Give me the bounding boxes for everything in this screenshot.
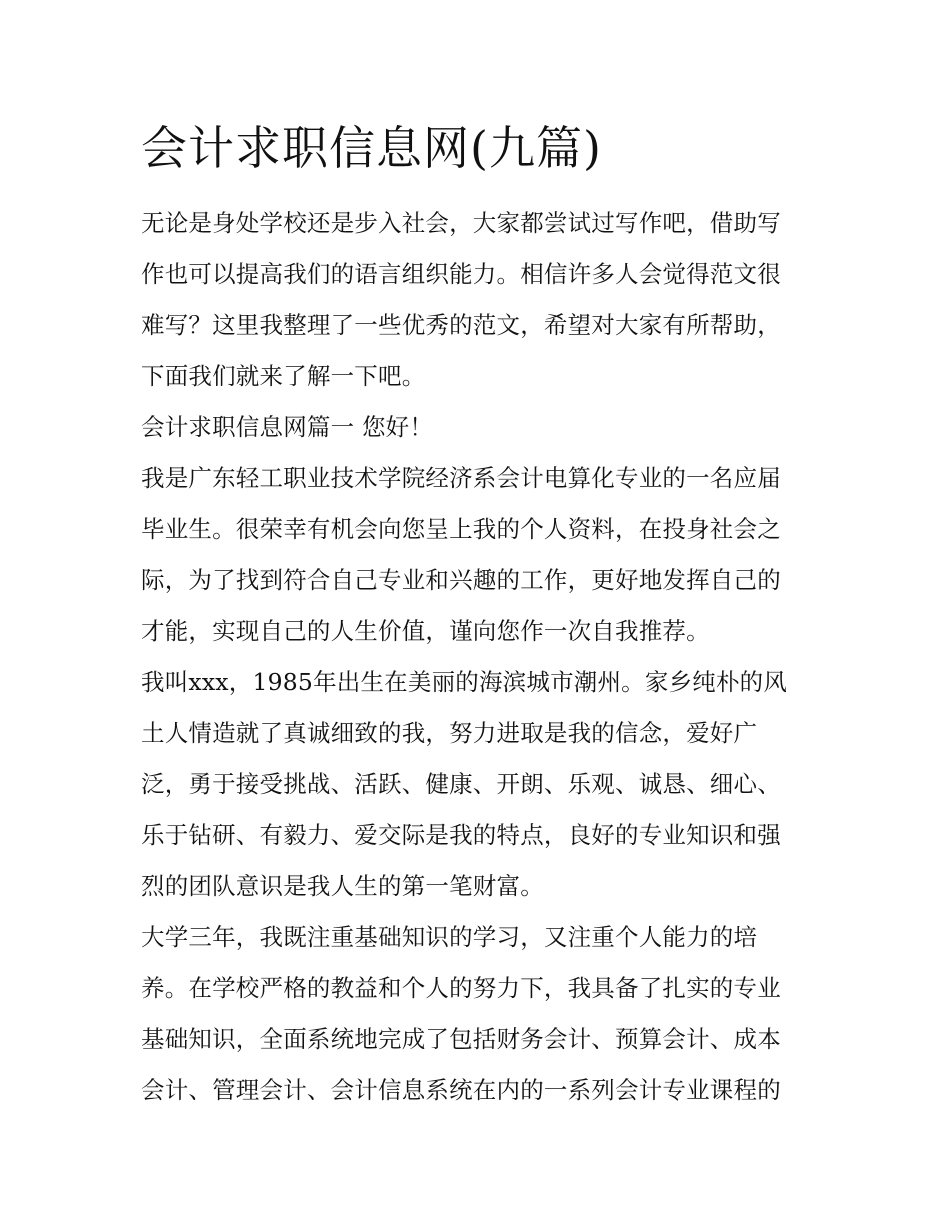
body-line: 无论是身处学校还是步入社会，大家都尝试过写作吧，借助写: [141, 209, 781, 237]
body-line: 基础知识，全面系统地完成了包括财务会计、预算会计、成本: [141, 1025, 781, 1053]
body-line: 才能，实现自己的人生价值，谨向您作一次自我推荐。: [141, 617, 710, 645]
body-line: 土人情造就了真诚细致的我，努力进取是我的信念，爱好广: [141, 719, 758, 747]
body-line: 我是广东轻工职业技术学院经济系会计电算化专业的一名应届: [141, 464, 781, 492]
section-heading-line: 会计求职信息网篇一 您好！: [141, 413, 434, 441]
body-line: 下面我们就来了解一下吧。: [141, 362, 426, 390]
body-line: 毕业生。很荣幸有机会向您呈上我的个人资料，在投身社会之: [141, 515, 781, 543]
body-line: 养。在学校严格的教益和个人的努力下，我具备了扎实的专业: [141, 974, 781, 1002]
body-line: 作也可以提高我们的语言组织能力。相信许多人会觉得范文很: [141, 260, 781, 288]
body-line: 难写？这里我整理了一些优秀的范文，希望对大家有所帮助，: [141, 311, 781, 339]
body-line: 泛，勇于接受挑战、活跃、健康、开朗、乐观、诚恳、细心、: [141, 770, 781, 798]
body-line: 大学三年，我既注重基础知识的学习，又注重个人能力的培: [141, 923, 758, 951]
body-line: 际，为了找到符合自己专业和兴趣的工作，更好地发挥自己的: [141, 566, 781, 594]
body-line: 我叫xxx，1985年出生在美丽的海滨城市潮州。家乡纯朴的风: [141, 668, 788, 696]
body-line: 烈的团队意识是我人生的第一笔财富。: [141, 872, 544, 900]
body-line: 乐于钻研、有毅力、爱交际是我的特点，良好的专业知识和强: [141, 821, 781, 849]
document-body: [141, 198, 821, 1116]
body-line: 会计、管理会计、会计信息系统在内的一系列会计专业课程的: [141, 1076, 781, 1104]
document-title: 会计求职信息网(九篇): [141, 121, 602, 175]
